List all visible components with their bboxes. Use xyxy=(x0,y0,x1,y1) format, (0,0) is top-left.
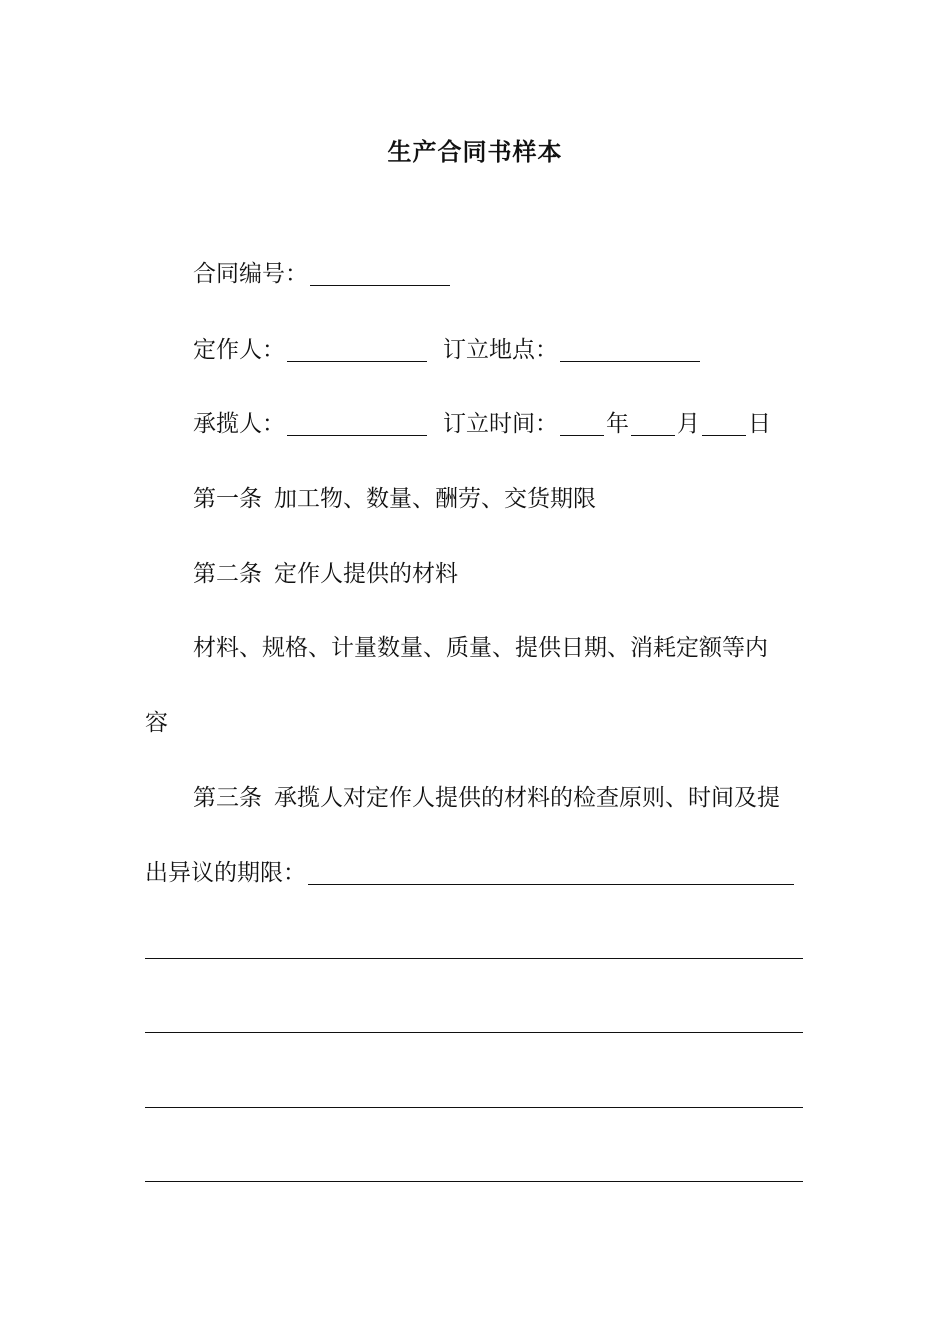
ordering-party-label: 定作人： xyxy=(193,337,285,363)
month-label: 月 xyxy=(677,411,700,437)
blank-line-4[interactable] xyxy=(145,1181,803,1182)
article-3-text: 承揽人对定作人提供的材料的检查原则、时间及提 xyxy=(274,785,780,811)
day-label: 日 xyxy=(748,411,771,437)
blank-line-2[interactable] xyxy=(145,1032,803,1033)
article-1-text: 加工物、数量、酬劳、交货期限 xyxy=(274,486,596,512)
contractor-row xyxy=(193,408,771,440)
article-2-detail-line-2: 容 xyxy=(145,710,168,736)
article-1 xyxy=(193,483,596,515)
signing-month-field[interactable] xyxy=(631,413,675,436)
contract-number-label: 合同编号： xyxy=(193,261,308,287)
contractor-field[interactable] xyxy=(287,413,427,436)
contract-number-field[interactable] xyxy=(310,263,450,286)
article-2-detail-line-1: 材料、规格、计量数量、质量、提供日期、消耗定额等内 xyxy=(193,635,768,661)
article-2-number: 第二条 xyxy=(193,561,262,587)
signing-year-field[interactable] xyxy=(560,413,604,436)
article-2-text: 定作人提供的材料 xyxy=(274,561,458,587)
page-title: 生产合同书样本 xyxy=(387,137,563,166)
article-3 xyxy=(193,782,780,814)
year-label: 年 xyxy=(606,411,629,437)
blank-line-1[interactable] xyxy=(145,958,803,959)
blank-line-3[interactable] xyxy=(145,1107,803,1108)
article-3-objection-field[interactable] xyxy=(308,862,794,885)
signing-time-label: 订立时间： xyxy=(443,411,558,437)
article-3-line-2 xyxy=(145,857,796,889)
contractor-label: 承揽人： xyxy=(193,411,285,437)
article-3-number: 第三条 xyxy=(193,785,262,811)
article-3-objection-label: 出异议的期限： xyxy=(145,860,306,886)
signing-place-field[interactable] xyxy=(560,339,700,362)
article-2 xyxy=(193,558,458,590)
article-1-number: 第一条 xyxy=(193,486,262,512)
ordering-party-field[interactable] xyxy=(287,339,427,362)
ordering-party-row xyxy=(193,334,702,366)
signing-place-label: 订立地点： xyxy=(443,337,558,363)
signing-day-field[interactable] xyxy=(702,413,746,436)
contract-number-row xyxy=(193,258,452,290)
